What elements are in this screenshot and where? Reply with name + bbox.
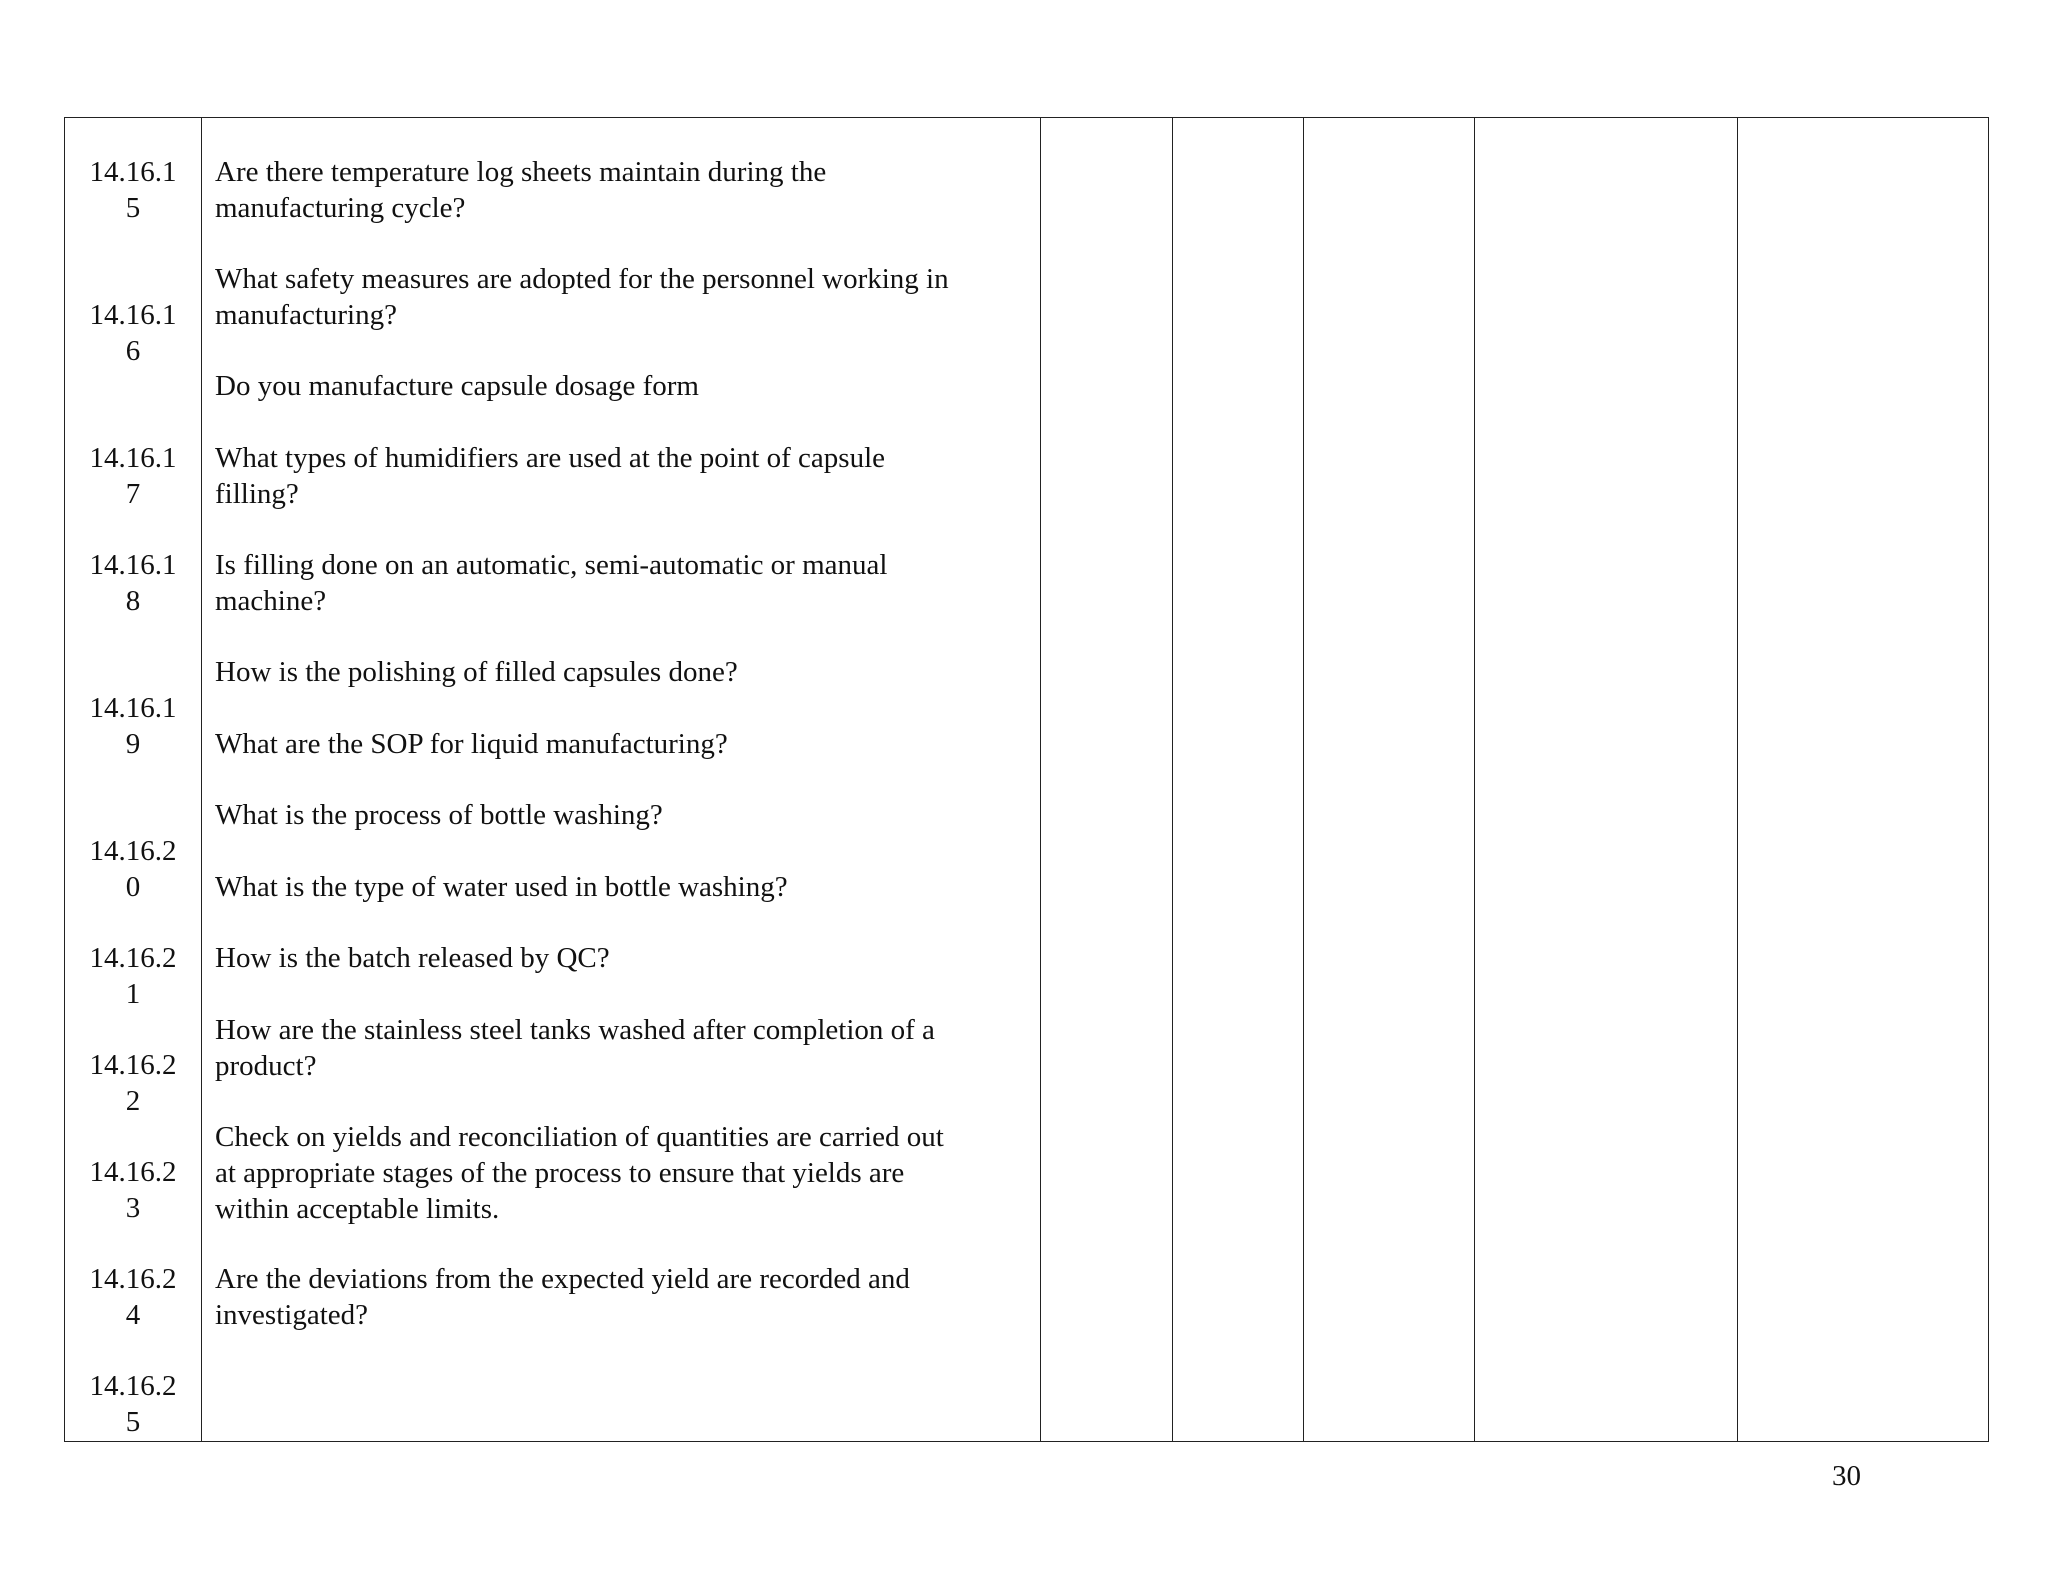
question-line: Is filling done on an automatic, semi-automatic or manual [215, 549, 888, 581]
question-line: Do you manufacture capsule dosage form [215, 370, 699, 402]
question-line: What is the process of bottle washing? [215, 799, 663, 831]
item-number [67, 1047, 199, 1119]
item-number [67, 1154, 199, 1226]
item-number-line: 4 [125, 1299, 141, 1331]
question-text [215, 547, 887, 619]
question-text [215, 1261, 910, 1333]
question-line: What are the SOP for liquid manufacturing? [215, 728, 728, 760]
question-line: Are there temperature log sheets maintain during the [215, 156, 827, 188]
item-number-line: 5 [125, 1406, 141, 1438]
question-text [215, 940, 610, 976]
question-line: Are the deviations from the expected yield are recorded and [215, 1263, 910, 1295]
question-line: What safety measures are adopted for the personnel working in [215, 263, 949, 295]
question-text [215, 1119, 944, 1227]
column-divider-6 [1737, 118, 1738, 1441]
item-number-line: 14.16.2 [89, 942, 177, 974]
item-number-line: 0 [125, 871, 141, 903]
item-number [67, 833, 199, 905]
column-divider-1 [201, 118, 202, 1441]
question-text [215, 654, 738, 690]
question-line: within acceptable limits. [215, 1193, 500, 1225]
item-number-line: 3 [125, 1192, 141, 1224]
question-line: investigated? [215, 1299, 369, 1331]
question-text [215, 1012, 935, 1084]
item-number-line: 1 [125, 978, 141, 1010]
item-number-line: 14.16.1 [89, 549, 177, 581]
question-text [215, 261, 949, 333]
item-number-line: 14.16.2 [89, 1156, 177, 1188]
question-line: How is the polishing of filled capsules done? [215, 656, 738, 688]
item-number [67, 297, 199, 369]
question-line: machine? [215, 585, 327, 617]
question-line: Check on yields and reconciliation of quantities are carried out [215, 1121, 944, 1153]
item-number [67, 547, 199, 619]
column-divider-2 [1040, 118, 1041, 1441]
item-number-line: 14.16.2 [89, 1263, 177, 1295]
question-text [215, 869, 788, 905]
item-number-line: 14.16.2 [89, 835, 177, 867]
question-line: What types of humidifiers are used at the point of capsule [215, 442, 886, 474]
item-number-line: 14.16.1 [89, 156, 177, 188]
column-divider-5 [1474, 118, 1475, 1441]
question-text [215, 726, 728, 762]
column-divider-3 [1172, 118, 1173, 1441]
item-number-line: 14.16.1 [89, 692, 177, 724]
item-number-line: 8 [125, 585, 141, 617]
item-number-line: 9 [125, 728, 141, 760]
question-line: manufacturing? [215, 299, 397, 331]
item-number-line: 5 [125, 192, 141, 224]
item-number-line: 14.16.1 [89, 442, 177, 474]
item-number [67, 1368, 199, 1440]
question-line: at appropriate stages of the process to ensure that yields are [215, 1157, 905, 1189]
question-text [215, 154, 826, 226]
question-text [215, 797, 663, 833]
checklist-table [64, 117, 1989, 1442]
item-number [67, 940, 199, 1012]
question-line: How is the batch released by QC? [215, 942, 610, 974]
question-line: How are the stainless steel tanks washed after completion of a [215, 1014, 935, 1046]
item-number [67, 440, 199, 512]
item-number-line: 7 [125, 478, 141, 510]
column-divider-4 [1303, 118, 1304, 1441]
item-number [67, 154, 199, 226]
question-line: product? [215, 1050, 317, 1082]
item-number-line: 2 [125, 1085, 141, 1117]
question-text [215, 440, 885, 512]
question-line: manufacturing cycle? [215, 192, 466, 224]
item-number-line: 6 [125, 335, 141, 367]
item-number-line: 14.16.1 [89, 299, 177, 331]
item-number [67, 1261, 199, 1333]
page-number: 30 [1832, 1460, 1861, 1492]
item-number-line: 14.16.2 [89, 1049, 177, 1081]
item-number [67, 690, 199, 762]
item-number-line: 14.16.2 [89, 1370, 177, 1402]
question-line: filling? [215, 478, 299, 510]
question-line: What is the type of water used in bottle washing? [215, 871, 788, 903]
question-text [215, 368, 699, 404]
